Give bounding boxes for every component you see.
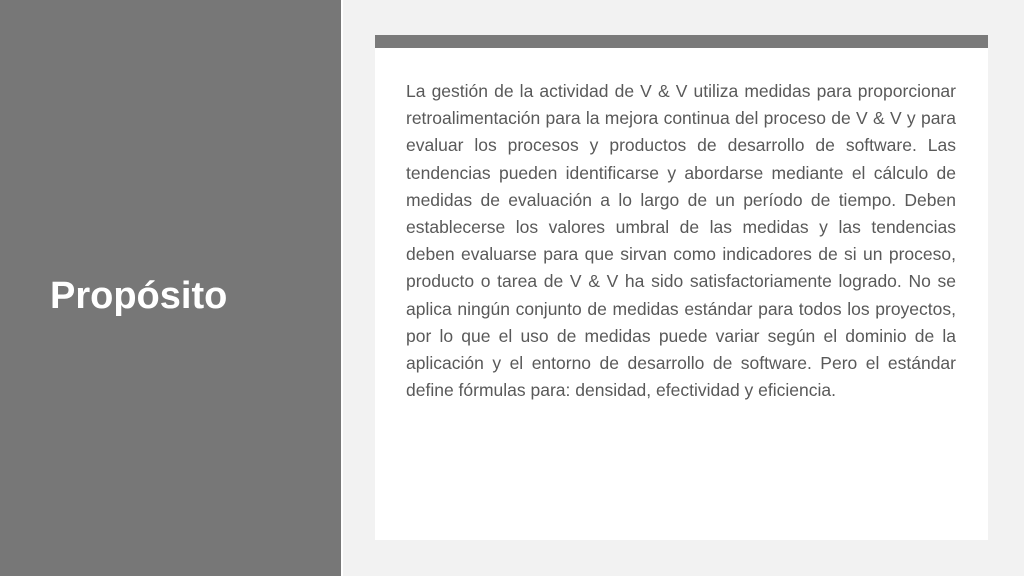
content-card [375, 35, 988, 540]
card-accent-bar [375, 35, 988, 48]
body-paragraph: La gestión de la actividad de V & V utiliza medidas para proporcionar retroalimentación para la mejora continua del proceso de V & V y para evaluar los procesos y productos de desarrollo de software. Las tendencias pueden identificarse y abordarse mediante el cálculo de medidas de evaluación a lo largo de un período de tiempo. Deben establecerse los valores umbral de las medidas y las tendencias deben evaluarse para que sirvan como indicadores de si un proceso, producto o tarea de V & V ha sido satisfactoriamente logrado. No se aplica ningún conjunto de medidas estándar para todos los proyectos, por lo que el uso de medidas puede variar según el dominio de la aplicación y el entorno de desarrollo de software. Pero el estándar define fórmulas para: densidad, efectividad y eficiencia. [406, 81, 956, 401]
title-panel [0, 0, 341, 576]
panel-divider [341, 0, 343, 576]
slide-title: Propósito [50, 275, 228, 317]
